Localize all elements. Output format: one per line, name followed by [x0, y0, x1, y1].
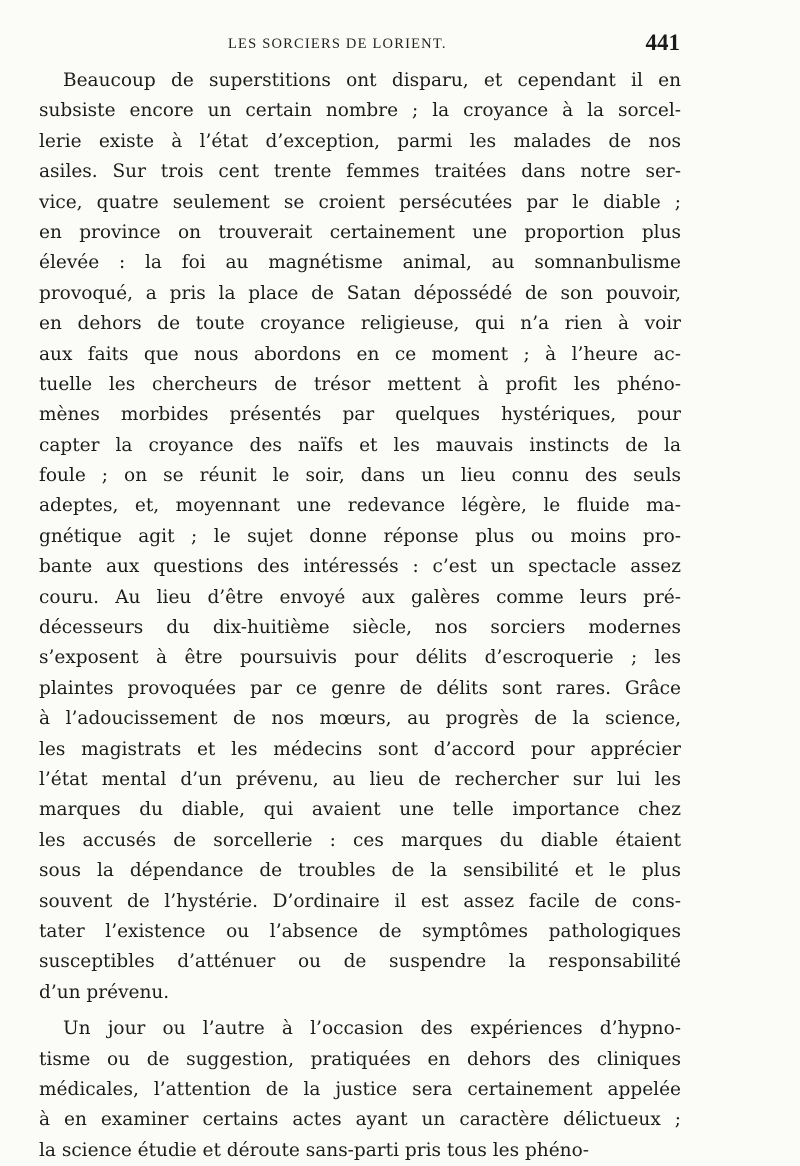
text-line: capter la croyance des naïfs et les mauvais instincts de la — [39, 434, 681, 456]
text-line: d’un prévenu. — [39, 981, 170, 1003]
text-line: gnétique agit ; le sujet donne réponse plus ou moins pro- — [39, 525, 681, 547]
text-line: plaintes provoquées par ce genre de délits sont rares. Grâce — [39, 677, 681, 699]
page-number: 441 — [645, 30, 680, 55]
text-line: médicales, l’attention de la justice sera certainement appelée — [39, 1078, 681, 1100]
text-line: l’état mental d’un prévenu, au lieu de rechercher sur lui les — [39, 768, 681, 790]
text-line: subsiste encore un certain nombre ; la croyance à la sorcel- — [39, 100, 681, 122]
text-line: mènes morbides présentés par quelques hystériques, pour — [39, 404, 681, 426]
text-line: vice, quatre seulement se croient persécutées par le diable ; — [39, 191, 681, 213]
paragraph — [39, 66, 681, 1008]
text-line: la science étudie et déroute sans-parti pris tous les phéno- — [39, 1139, 589, 1161]
text-line: les accusés de sorcellerie : ces marques du diable étaient — [39, 829, 681, 851]
text-line: couru. Au lieu d’être envoyé aux galères comme leurs pré- — [39, 586, 681, 608]
text-line: provoqué, a pris la place de Satan dépossédé de son pouvoir, — [39, 282, 681, 304]
text-line: en province on trouverait certainement une proportion plus — [39, 221, 681, 243]
text-line: foule ; on se réunit le soir, dans un lieu connu des seuls — [39, 465, 681, 487]
text-line: élevée : la foi au magnétisme animal, au somnanbulisme — [39, 252, 681, 274]
text-line: bante aux questions des intéressés : c’est un spectacle assez — [39, 556, 681, 578]
text-line: les magistrats et les médecins sont d’accord pour apprécier — [39, 738, 681, 760]
text-line: aux faits que nous abordons en ce moment ; à l’heure ac- — [39, 343, 681, 365]
paragraph — [39, 1014, 681, 1166]
text-line: lerie existe à l’état d’exception, parmi les malades de nos — [39, 130, 681, 152]
text-line: souvent de l’hystérie. D’ordinaire il est assez facile de cons- — [39, 890, 681, 912]
body-text — [39, 66, 681, 1166]
text-line: tisme ou de suggestion, pratiquées en dehors des cliniques — [39, 1048, 681, 1070]
running-head: LES SORCIERS DE LORIENT. — [228, 36, 447, 52]
text-line: s’exposent à être poursuivis pour délits d’escroquerie ; les — [39, 647, 681, 669]
text-line: décesseurs du dix-huitième siècle, nos sorciers modernes — [39, 617, 681, 639]
text-line: tuelle les chercheurs de trésor mettent à profit les phéno- — [39, 373, 681, 395]
text-line: en dehors de toute croyance religieuse, qui n’a rien à voir — [39, 313, 681, 335]
text-line: à l’adoucissement de nos mœurs, au progrès de la science, — [39, 708, 681, 730]
text-line: asiles. Sur trois cent trente femmes traitées dans notre ser- — [39, 161, 681, 183]
text-line: Un jour ou l’autre à l’occasion des expériences d’hypno- — [63, 1018, 681, 1040]
text-line: marques du diable, qui avaient une telle importance chez — [39, 799, 681, 821]
text-line: sous la dépendance de troubles de la sensibilité et le plus — [39, 860, 681, 882]
text-line: à en examiner certains actes ayant un caractère délictueux ; — [39, 1109, 681, 1131]
text-line: adeptes, et, moyennant une redevance légère, le fluide ma- — [39, 495, 681, 517]
text-line: Beaucoup de superstitions ont disparu, et cependant il en — [63, 70, 681, 91]
text-line: tater l’existence ou l’absence de symptômes pathologiques — [39, 920, 681, 942]
text-line: susceptibles d’atténuer ou de suspendre la responsabilité — [39, 951, 681, 973]
page-header — [40, 30, 680, 60]
